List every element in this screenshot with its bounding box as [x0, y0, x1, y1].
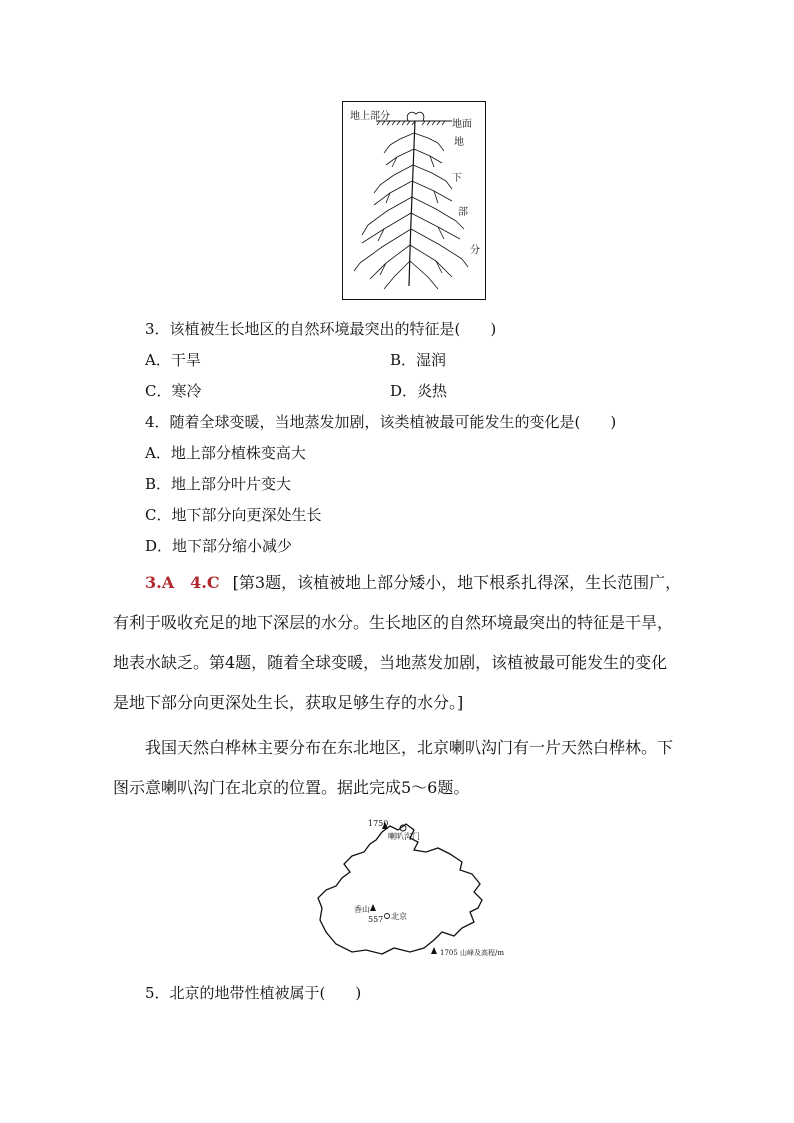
- question-3-option-a: A．干旱: [145, 351, 201, 369]
- answer-line-2: 有利于吸收充足的地下深层的水分。生长地区的自然环境最突出的特征是干旱，: [113, 613, 674, 632]
- answer-line-1: [第3题，该植被地上部分矮小，地下根系扎得深，生长范围广，: [232, 573, 682, 592]
- xiangshan-label: 香山: [354, 905, 370, 914]
- beijing-map: [310, 812, 520, 964]
- intro-line-1: 我国天然白桦林主要分布在东北地区，北京喇叭沟门有一片天然白桦林。下: [145, 738, 674, 757]
- answer-key: 3.A 4.C: [145, 573, 220, 592]
- xiangshan-elevation: 557: [368, 915, 384, 924]
- question-4-option-a: A．地上部分植株变高大: [145, 444, 306, 462]
- root-system-figure: [342, 101, 486, 300]
- answer-block: [145, 570, 681, 593]
- label-under-3: 部: [458, 207, 468, 218]
- question-4-option-b: B．地上部分叶片变大: [145, 475, 292, 493]
- label-under-1: 地: [454, 137, 464, 148]
- question-3-option-b: B．湿润: [390, 351, 447, 369]
- root-system-diagram: [342, 101, 486, 300]
- question-3-option-d: D．炎热: [390, 382, 448, 400]
- label-above-ground: 地上部分: [350, 111, 390, 122]
- answer-line-3: 地表水缺乏。第4题，随着全球变暖，当地蒸发加剧，该植被最可能发生的变化: [113, 653, 668, 672]
- beijing-label: 北京: [391, 912, 407, 921]
- question-4-stem: 4．随着全球变暖，当地蒸发加剧，该类植被最可能发生的变化是( ): [145, 413, 617, 431]
- peak-1-elevation: 1750: [368, 819, 389, 828]
- label-ground: 地面: [452, 119, 472, 130]
- map-legend: 1705 山峰及高程/m: [440, 949, 505, 957]
- legend-peak-icon: [431, 947, 437, 954]
- question-5-stem: 5．北京的地带性植被属于( ): [145, 984, 362, 1002]
- question-4-option-d: D．地下部分缩小减少: [145, 537, 293, 555]
- labagoumen-label: 喇叭沟门: [388, 832, 420, 841]
- question-3-option-c: C．寒冷: [145, 382, 202, 400]
- label-under-4: 分: [470, 245, 480, 256]
- peak-triangle-2: [370, 904, 376, 911]
- question-3-stem: 3．该植被生长地区的自然环境最突出的特征是( ): [145, 320, 497, 338]
- question-4-option-c: C．地下部分向更深处生长: [145, 506, 322, 524]
- answer-line-4: 是地下部分向更深处生长，获取足够生存的水分。]: [113, 693, 464, 712]
- beijing-map-figure: [310, 812, 520, 964]
- label-under-2: 下: [452, 173, 462, 184]
- beijing-marker: [385, 914, 390, 919]
- intro-line-2: 图示意喇叭沟门在北京的位置。据此完成5～6题。: [113, 778, 470, 797]
